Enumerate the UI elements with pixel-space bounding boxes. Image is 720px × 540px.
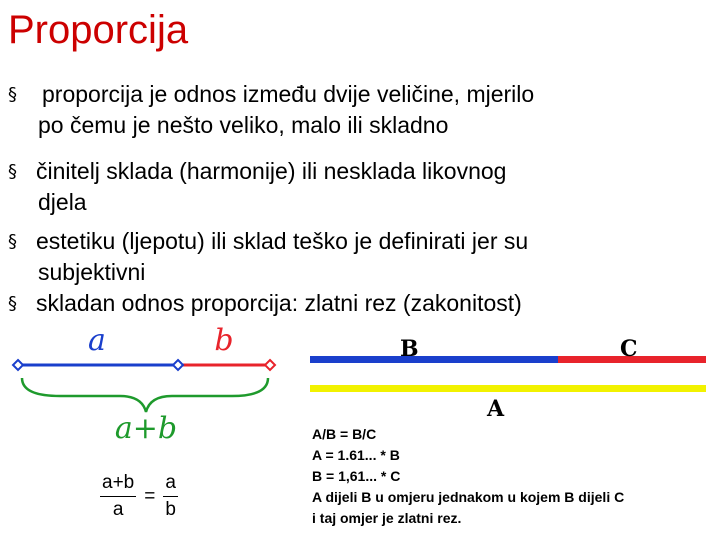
bullet-mark: §: [8, 84, 17, 105]
fraction-right: [163, 472, 178, 521]
fraction-left-numerator: a+b: [100, 472, 136, 497]
bar-B: [310, 356, 558, 363]
formula-line-3: B = 1,61... * C: [312, 468, 401, 484]
bullet-mark: §: [8, 231, 17, 252]
bullet-mark: §: [8, 161, 17, 182]
letter-B: B: [400, 336, 419, 362]
fraction-right-numerator: a: [163, 472, 178, 497]
bullet-2-line2: djela: [38, 189, 87, 215]
label-a: a: [88, 323, 106, 358]
bullet-1-line2: po čemu je nešto veliko, malo ili skladno: [38, 112, 449, 138]
golden-ratio-fraction: [100, 472, 178, 521]
label-b: b: [214, 323, 234, 358]
endpoint-right: [265, 360, 275, 370]
label-a-plus-b: a+b: [114, 411, 178, 446]
letter-A: A: [487, 396, 505, 422]
bullet-3-line2: subjektivni: [38, 259, 146, 285]
endpoint-mid: [173, 360, 183, 370]
endpoint-left: [13, 360, 23, 370]
slide-title: Proporcija: [8, 8, 189, 52]
bullet-2-line1: činitelj sklada (harmonije) ili nesklada likovnog: [36, 158, 507, 184]
formula-line-2: A = 1.61... * B: [312, 447, 400, 463]
bullet-4-line1: skladan odnos proporcija: zlatni rez (zakonitost): [36, 290, 522, 316]
bar-A: [310, 385, 706, 392]
formula-line-1: A/B = B/C: [312, 426, 377, 442]
formula-line-4: A dijeli B u omjeru jednakom u kojem B dijeli C: [312, 489, 625, 505]
brace-a-plus-b: [22, 378, 268, 412]
bullet-mark: §: [8, 293, 17, 314]
letter-C: C: [620, 336, 638, 362]
fraction-right-denominator: b: [165, 499, 176, 520]
golden-ratio-formulas: [312, 424, 624, 529]
formula-line-5: i taj omjer je zlatni rez.: [312, 510, 462, 526]
fraction-left-denominator: a: [112, 499, 124, 520]
fraction-left: [100, 472, 136, 521]
bullet-1-line1: proporcija je odnos između dvije veličine, mjerilo: [42, 81, 535, 107]
fraction-equals: =: [144, 485, 156, 507]
bullet-3-line1: estetiku (ljepotu) ili sklad teško je definirati jer su: [36, 228, 529, 254]
